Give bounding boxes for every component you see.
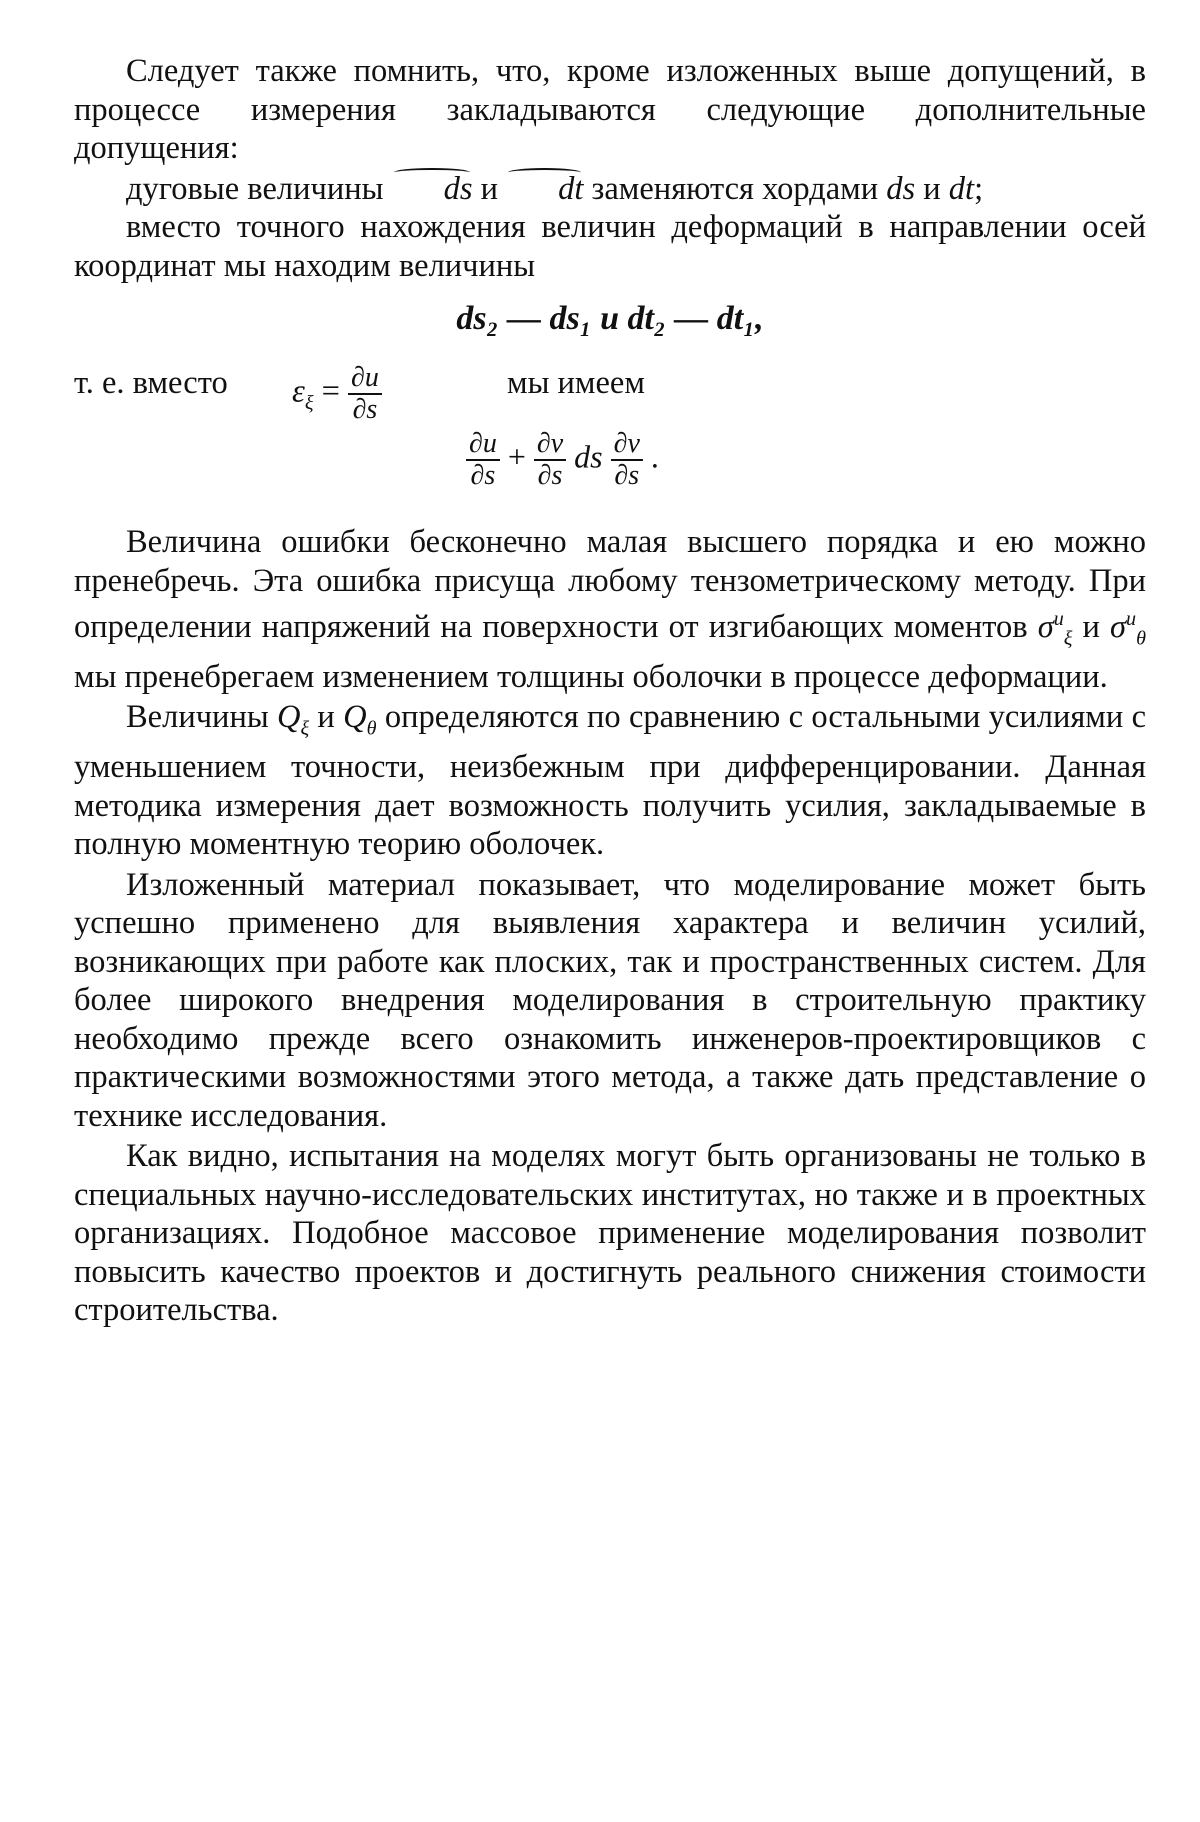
paragraph-text: и [1072,608,1110,645]
q-theta-symbol: Q [343,699,367,736]
paragraph-text: Как видно, испытания на моделях могут быть организованы не только в специальных научно-исследовательских институтах, но также и в проектных организациях. Подобное массовое применение моделирования позволит повысить качество проектов и достигнуть реального снижения стоимости строительства. [74,1138,1146,1329]
arc-dt-symbol: dt [506,170,583,209]
period: . [642,438,659,475]
paragraph-shear-forces [74,698,1146,864]
fraction-du-ds-2 [466,429,500,491]
assumption-item-deformations [74,208,1146,285]
arc-ds-symbol: ds [392,170,473,209]
equation-text: ds₂ — ds₁ и dt₂ — dt₁, [456,300,764,337]
paragraph-error-magnitude [74,523,1146,696]
fraction-dv-ds-1 [534,429,566,491]
paragraph-text: и [309,699,344,736]
ds-symbol: ds [566,438,611,475]
item-text: ; [974,170,984,207]
sigma-theta-symbol: σ [1109,608,1127,645]
item-text: заменяются хордами [583,170,887,207]
fraction-numerator: ∂u [348,363,382,395]
paragraph-text: определяются по сравнению с остальными усилиями с уменьшением точности, неизбежным при дифференцировании. Данная методика измерения дает возможность получить усилия, закладываемые в полную моментную теорию оболочек. [74,699,1146,863]
epsilon-subscript: ξ [304,391,314,414]
paragraph-model-testing [74,1137,1146,1330]
equation-expanded [74,427,1146,507]
fraction-denominator: ∂s [614,460,640,491]
q-subscript: θ [366,717,377,740]
item-text: дуговые величины [126,170,392,207]
paragraph-assumptions-intro [74,52,1146,168]
fraction-dv-ds-2 [611,429,643,491]
fraction-numerator: ∂v [611,429,643,461]
paragraph-text: Изложенный материал показывает, что моделирование может быть успешно применено для выявления характера и величин усилий, возникающих при работе как плоских, так и пространственных систем. Для более широкого внедрения моделирования в строительную практику необходимо прежде всего ознакомить инженеров-проектировщиков с практическими возможностями этого метода, а также дать представление о технике исследования. [74,866,1146,1134]
paragraph-text: Следует также помнить, что, кроме изложенных выше допущений, в процессе измерения закладываются следующие дополнительные допущения: [74,53,1146,166]
sigma-subscript: θ [1136,627,1146,650]
assumption-item-arcs [74,170,1146,209]
sigma-subscript: ξ [1063,627,1073,650]
fraction-denominator: ∂s [470,460,496,491]
equation-lead-text: т. е. вместо [74,365,228,401]
fraction-du-ds [348,363,382,425]
equation-strain [74,349,1146,425]
strain-formula [292,363,382,425]
equals-sign: = [313,373,349,410]
epsilon-symbol: ε [292,373,305,410]
item-text: и [472,170,507,207]
item-text: и [915,170,949,207]
sigma-superscript: и [1053,608,1064,630]
paragraph-text: Величина ошибки бесконечно малая высшего порядка и ею можно пренебречь. Эта ошибка присуща любому тензометрическому методу. При определении напряжений на поверхности от изгибающих моментов [74,524,1146,645]
fraction-denominator: ∂s [352,394,378,425]
paragraph-modeling-summary [74,866,1146,1136]
equation-differences [74,299,1146,339]
expanded-formula [466,429,659,491]
fraction-numerator: ∂v [534,429,566,461]
equation-tail-text: мы имеем [507,365,645,401]
chord-dt-symbol: dt [948,170,975,207]
fraction-numerator: ∂u [466,429,500,461]
q-xi-symbol: Q [277,699,301,736]
fraction-denominator: ∂s [537,460,563,491]
paragraph-text: мы пренебрегаем изменением толщины оболочки в процессе деформации. [74,658,1108,695]
chord-ds-symbol: ds [886,170,916,207]
sigma-superscript: и [1126,608,1137,630]
item-text: вместо точного нахождения величин деформаций в направлении осей координат мы находим величины [74,209,1146,284]
q-subscript: ξ [300,717,310,740]
sigma-xi-symbol: σ [1037,608,1054,645]
page-body [74,52,1146,1330]
paragraph-text: Величины [126,699,277,736]
plus-sign: + [499,438,534,475]
